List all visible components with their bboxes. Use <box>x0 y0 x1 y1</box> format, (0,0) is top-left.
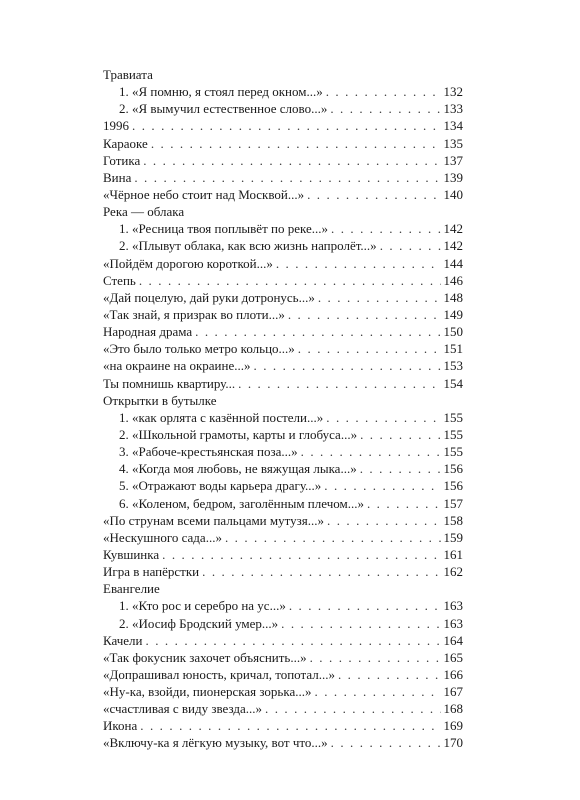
toc-entry <box>103 306 463 323</box>
toc-entry <box>103 495 463 512</box>
toc-entry-title: 3. «Рабоче-крестьянская поза...» <box>119 444 298 460</box>
toc-entry <box>103 666 463 683</box>
toc-section-heading <box>103 66 463 83</box>
dot-leader <box>327 512 441 529</box>
toc-entry-title: Евангелие <box>103 581 160 597</box>
toc-entry-page-number: 159 <box>443 529 463 545</box>
dot-leader <box>225 529 441 546</box>
dot-leader <box>367 495 441 512</box>
toc-entry-title: «Ну-ка, взойди, пионерская зорька...» <box>103 684 312 700</box>
toc-entry <box>103 683 463 700</box>
dot-leader <box>360 426 440 443</box>
dot-leader <box>324 477 440 494</box>
toc-entry <box>103 529 463 546</box>
toc-entry <box>103 220 463 237</box>
dot-leader <box>331 734 441 751</box>
toc-entry-title: 1. «Я помню, я стоял перед окном...» <box>119 84 323 100</box>
dot-leader <box>195 323 440 340</box>
toc-section-heading <box>103 203 463 220</box>
dot-leader <box>151 135 441 152</box>
toc-entry-title: Народная драма <box>103 324 193 340</box>
toc-entry-title: 2. «Иосиф Бродский умер...» <box>119 615 279 631</box>
dot-leader <box>338 666 441 683</box>
toc-entry-page-number: 149 <box>443 306 463 322</box>
dot-leader <box>139 272 441 289</box>
dot-leader <box>281 615 440 632</box>
toc-entry <box>103 426 463 443</box>
toc-entry-title: «на окраине на окраине...» <box>103 358 251 374</box>
dot-leader <box>238 375 440 392</box>
toc-entry-title: 2. «Школьной грамоты, карты и глобуса...» <box>119 426 358 442</box>
toc-entry <box>103 272 463 289</box>
toc-entry-page-number: 169 <box>443 718 463 734</box>
toc-entry-title: «Это было только метро кольцо...» <box>103 341 295 357</box>
toc-entry-page-number: 163 <box>443 615 463 631</box>
toc-entry-title: «Допрашивал юность, кричал, топотал...» <box>103 666 335 682</box>
dot-leader <box>315 683 441 700</box>
toc-entry-title: Ты помнишь квартиру... <box>103 375 236 391</box>
toc-entry <box>103 734 463 751</box>
toc-entry <box>103 237 463 254</box>
toc-entry-title: «Включу-ка я лёгкую музыку, вот что...» <box>103 735 328 751</box>
toc-entry-title: «Дай поцелую, дай руки дотронусь...» <box>103 289 315 305</box>
toc-entry-page-number: 137 <box>443 152 463 168</box>
dot-leader <box>265 700 441 717</box>
toc-entry-title: Река — облака <box>103 204 185 220</box>
toc-entry-title: Открытки в бутылке <box>103 392 217 408</box>
toc-entry-page-number: 139 <box>443 169 463 185</box>
toc-entry-page-number: 135 <box>443 135 463 151</box>
toc-section-heading <box>103 392 463 409</box>
toc-entry <box>103 597 463 614</box>
toc-entry <box>103 340 463 357</box>
toc-entry-title: Степь <box>103 272 136 288</box>
toc-entry-page-number: 155 <box>443 426 463 442</box>
dot-leader <box>318 289 441 306</box>
toc-entry <box>103 100 463 117</box>
toc-entry-title: 1. «Кто рос и серебро на ус...» <box>119 598 286 614</box>
toc-entry-page-number: 154 <box>443 375 463 391</box>
toc-entry <box>103 409 463 426</box>
dot-leader <box>307 186 440 203</box>
toc-entry-page-number: 151 <box>443 341 463 357</box>
toc-entry-title: 6. «Коленом, бедром, заголённым плечом...» <box>119 495 364 511</box>
toc-entry-page-number: 164 <box>443 632 463 648</box>
toc-entry-page-number: 165 <box>443 649 463 665</box>
toc-entry-title: «Пойдём дорогою короткой...» <box>103 255 273 271</box>
toc-entry <box>103 632 463 649</box>
toc-entry-title: 1. «Ресница твоя поплывёт по реке...» <box>119 221 328 237</box>
toc-entry-title: Качели <box>103 632 143 648</box>
toc-entry <box>103 443 463 460</box>
toc-entry-page-number: 142 <box>443 221 463 237</box>
toc-entry <box>103 649 463 666</box>
dot-leader <box>298 340 441 357</box>
dot-leader <box>310 649 441 666</box>
toc-entry-title: 1996 <box>103 118 129 134</box>
toc-entry-title: Травиата <box>103 67 153 82</box>
toc-entry-title: Икона <box>103 718 138 734</box>
toc-entry <box>103 169 463 186</box>
toc-entry-title: «Так знай, я призрак во плоти...» <box>103 306 285 322</box>
toc-entry-page-number: 155 <box>443 409 463 425</box>
toc-entry-title: Готика <box>103 152 141 168</box>
toc-entry-title: Кувшинка <box>103 546 160 562</box>
toc-entry-page-number: 162 <box>443 564 463 580</box>
toc-entry-title: «Чёрное небо стоит над Москвой...» <box>103 186 305 202</box>
toc-entry-page-number: 155 <box>443 444 463 460</box>
toc-entry-page-number: 134 <box>443 118 463 134</box>
dot-leader <box>326 409 440 426</box>
toc-entry <box>103 700 463 717</box>
toc-entry <box>103 135 463 152</box>
toc-entry-page-number: 166 <box>443 666 463 682</box>
toc-entry <box>103 186 463 203</box>
toc-entry-title: 2. «Плывут облака, как всю жизнь напролёт...» <box>119 238 377 254</box>
dot-leader <box>143 152 440 169</box>
toc-entry-page-number: 144 <box>443 255 463 271</box>
toc-entry <box>103 717 463 734</box>
toc-entry-page-number: 142 <box>443 238 463 254</box>
toc-entry-title: Вина <box>103 169 132 185</box>
toc-entry <box>103 546 463 563</box>
toc-entry-title: 1. «как орлята с казённой постели...» <box>119 409 324 425</box>
toc-entry <box>103 357 463 374</box>
toc-entry <box>103 255 463 272</box>
dot-leader <box>380 237 441 254</box>
toc-entry-page-number: 146 <box>443 272 463 288</box>
dot-leader <box>202 563 440 580</box>
toc-entry-title: «По струнам всеми пальцами мутузя...» <box>103 512 324 528</box>
dot-leader <box>330 100 440 117</box>
toc-entry <box>103 477 463 494</box>
toc-entry-page-number: 167 <box>443 684 463 700</box>
dot-leader <box>326 83 441 100</box>
dot-leader <box>331 220 441 237</box>
toc-entry-title: Игра в напёрстки <box>103 564 200 580</box>
toc-entry <box>103 563 463 580</box>
toc-entry <box>103 83 463 100</box>
dot-leader <box>288 306 441 323</box>
toc-entry-page-number: 168 <box>443 701 463 717</box>
toc-entry-title: «Так фокусник захочет объяснить...» <box>103 649 307 665</box>
toc-entry-page-number: 150 <box>443 324 463 340</box>
dot-leader <box>289 597 441 614</box>
toc-entry-page-number: 156 <box>443 461 463 477</box>
toc-entry-title: 4. «Когда моя любовь, не вяжущая лыка...» <box>119 461 357 477</box>
toc-entry <box>103 615 463 632</box>
toc-entry-page-number: 153 <box>443 358 463 374</box>
toc-section-heading <box>103 580 463 597</box>
toc-entry-title: «счастливая с виду звезда...» <box>103 701 262 717</box>
toc-entry-title: 2. «Я вымучил естественное слово...» <box>119 101 328 117</box>
toc-entry-page-number: 148 <box>443 289 463 305</box>
toc-entry-title: Караоке <box>103 135 148 151</box>
toc-entry-page-number: 140 <box>443 186 463 202</box>
dot-leader <box>140 717 440 734</box>
toc-entry-page-number: 157 <box>443 495 463 511</box>
toc-entry <box>103 152 463 169</box>
dot-leader <box>146 632 441 649</box>
dot-leader <box>162 546 440 563</box>
dot-leader <box>360 460 441 477</box>
table-of-contents <box>103 66 463 752</box>
toc-entry-page-number: 132 <box>443 84 463 100</box>
toc-entry <box>103 512 463 529</box>
toc-entry <box>103 323 463 340</box>
dot-leader <box>254 357 441 374</box>
toc-entry <box>103 289 463 306</box>
toc-entry-title: «Нескушного сада...» <box>103 529 222 545</box>
toc-entry <box>103 117 463 134</box>
dot-leader <box>276 255 441 272</box>
dot-leader <box>134 169 440 186</box>
toc-entry <box>103 460 463 477</box>
toc-entry <box>103 375 463 392</box>
toc-entry-page-number: 170 <box>443 735 463 751</box>
toc-entry-page-number: 156 <box>443 478 463 494</box>
toc-entry-page-number: 161 <box>443 546 463 562</box>
toc-entry-page-number: 133 <box>443 101 463 117</box>
toc-entry-title: 5. «Отражают воды карьера драгу...» <box>119 478 322 494</box>
toc-entry-page-number: 163 <box>443 598 463 614</box>
toc-entry-page-number: 158 <box>443 512 463 528</box>
dot-leader <box>132 117 441 134</box>
dot-leader <box>301 443 441 460</box>
